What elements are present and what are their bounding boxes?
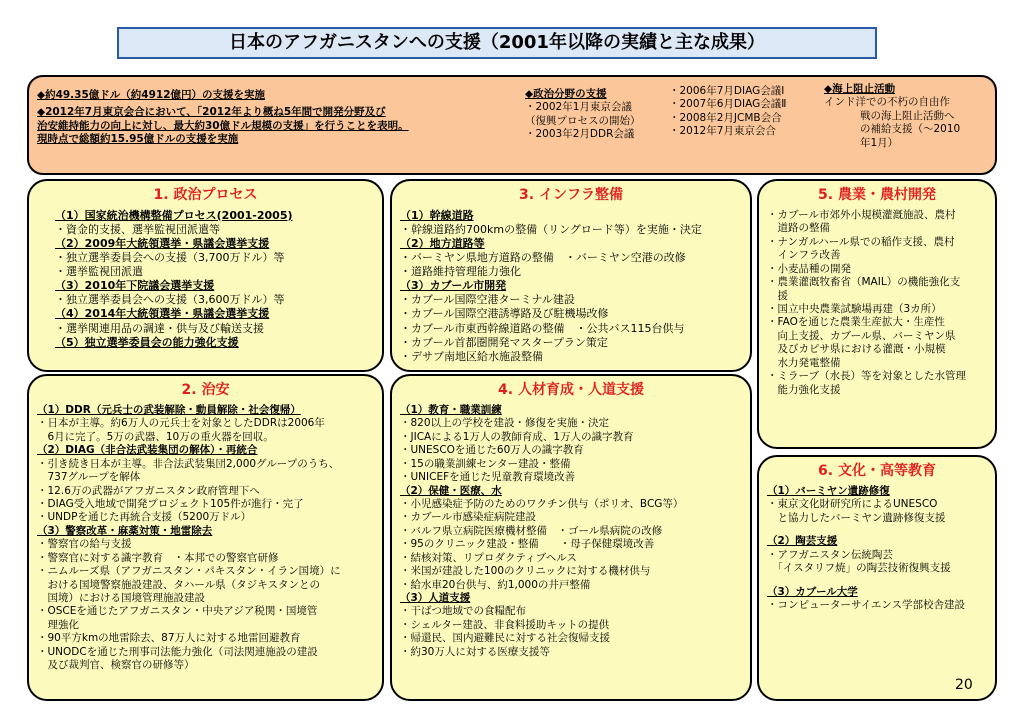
section-heading: （1）教育・職業訓練 bbox=[400, 403, 502, 416]
section-heading: （1）バーミヤン遺跡修復 bbox=[767, 484, 890, 497]
summary-line: ◆2012年7月東京会合において、「2012年より概ね5年間で開発分野及び bbox=[37, 106, 386, 119]
panel-human-resources-humanitarian bbox=[390, 374, 752, 701]
list-item: ・独立選挙委員会への支援（3,600万ドル）等 bbox=[55, 293, 285, 307]
list-item: ・シェルター建設、非食料援助キットの提供 bbox=[400, 618, 610, 631]
spacer bbox=[767, 576, 987, 586]
list-item: ・警察官に対する識字教育 ・本邦での警察官研修 bbox=[37, 551, 279, 564]
political-line: ・2003年2月DDR会議 bbox=[525, 128, 635, 141]
summary-line: ◆約49.35億ドル（約4912億円）の支援を実施 bbox=[37, 89, 266, 101]
list-item: 国境）における国境管理施設建設 bbox=[37, 592, 205, 605]
list-item: と協力したバーミヤン遺跡修復支援 bbox=[767, 511, 946, 524]
section-heading: （2）DIAG（非合法武装集団の解体）・再統合 bbox=[37, 444, 258, 457]
list-item: ・UNICEFを通じた児童教育環境改善 bbox=[400, 471, 576, 484]
list-item: ・米国が建設した100のクリニックに対する機材供与 bbox=[400, 565, 651, 578]
list-item: ・引き続き日本が主導。非合法武装集団2,000グループのうち、 bbox=[37, 457, 340, 470]
list-item: ・選挙関連用品の調達・供与及び輸送支援 bbox=[55, 321, 264, 335]
list-item: ・コンピューターサイエンス学部校舎建設 bbox=[767, 598, 966, 611]
meetings-block bbox=[669, 85, 814, 139]
panel-infrastructure bbox=[390, 179, 752, 372]
section-heading: （1）国家統治機構整備プロセス(2001-2005) bbox=[55, 208, 293, 222]
political-support-block bbox=[525, 88, 665, 142]
panel-title: 6. 文化・高等教育 bbox=[818, 463, 936, 479]
list-item: 737グループを解体 bbox=[37, 471, 141, 484]
list-item: ・カブール市感染症病院建設 bbox=[400, 511, 536, 524]
list-item: ・農業灌漑牧畜省（MAIL）の機能強化支 bbox=[767, 276, 961, 289]
list-item: 能力強化支援 bbox=[767, 383, 841, 396]
panel-title: 3. インフラ整備 bbox=[519, 187, 623, 203]
list-item: ・アフガニスタン伝統陶芸 bbox=[767, 548, 893, 561]
list-item: 及びカピサ県における灌漑・小規模 bbox=[767, 343, 946, 356]
list-item: ・ミラーブ（水長）等を対象とした水管理 bbox=[767, 370, 966, 383]
section-heading: （5）独立選挙委員会の能力強化支援 bbox=[55, 335, 239, 349]
meeting-line: ・2008年2月JCMB会合 bbox=[669, 111, 782, 124]
list-item: ・幹線道路約700kmの整備（リングロード等）を実施・決定 bbox=[400, 222, 702, 236]
summary-line: 治安維持能力の向上に対し、最大約30億ドル規模の支援」を行うことを表明。 bbox=[37, 119, 409, 132]
list-item: ・独立選挙委員会への支援（3,700万ドル）等 bbox=[55, 251, 285, 265]
panel-title: 4. 人材育成・人道支援 bbox=[498, 382, 644, 398]
section-heading: （3）カブール大学 bbox=[767, 585, 858, 598]
list-item: ・小麦品種の開発 bbox=[767, 262, 851, 275]
spacer bbox=[767, 525, 987, 535]
list-item: おける国境警察施設建設、タハール県（タジキスタンとの bbox=[37, 578, 320, 591]
maritime-line: 年1月） bbox=[860, 136, 899, 149]
section-heading: （2）陶芸支援 bbox=[767, 535, 838, 548]
section-heading: （3）カブール市開発 bbox=[400, 279, 507, 293]
maritime-line: インド洋での不朽の自由作 bbox=[824, 96, 950, 109]
list-item: ・カブール国際空港ターミナル建設 bbox=[400, 293, 575, 307]
list-item: ・選挙監視団派遣 bbox=[55, 265, 143, 279]
section-heading: （2）地方道路等 bbox=[400, 237, 485, 251]
panel-security bbox=[27, 374, 384, 701]
list-item: ・820以上の学校を建設・修復を実施・決定 bbox=[400, 417, 610, 430]
panel-title: 5. 農業・農村開発 bbox=[818, 187, 936, 203]
section-heading: （2）2009年大統領選挙・県議会選挙支援 bbox=[55, 237, 270, 251]
list-item: ・カブール市東西幹線道路の整備 ・公共バス115台供与 bbox=[400, 321, 685, 335]
panel-political-process bbox=[27, 179, 384, 372]
panel-culture-education bbox=[757, 455, 997, 701]
list-item: ・カブール市郊外小規模灌漑施設、農村 bbox=[767, 208, 956, 221]
list-item: ・バーミヤン県地方道路の整備 ・バーミヤン空港の改修 bbox=[400, 251, 686, 265]
summary-line: 現時点で総額約15.95億ドルの支援を実施 bbox=[37, 133, 239, 146]
list-item: 援 bbox=[767, 289, 788, 302]
list-item: ・干ばつ地域での食糧配布 bbox=[400, 605, 526, 618]
meeting-line: ・2012年7月東京会合 bbox=[669, 125, 776, 138]
section-heading: （1）幹線道路 bbox=[400, 208, 474, 222]
list-item: ・カブール首都圏開発マスタープラン策定 bbox=[400, 335, 608, 349]
panel-body bbox=[767, 209, 987, 397]
list-item: ・90平方kmの地雷除去、87万人に対する地雷回避教育 bbox=[37, 632, 301, 645]
list-item: ・デサブ南地区給水施設整備 bbox=[400, 349, 543, 363]
panel-body bbox=[400, 404, 742, 659]
list-item: ・ナンガルハール県での稲作支援、農村 bbox=[767, 235, 955, 248]
list-item: ・ニムルーズ県（アフガニスタン・パキスタン・イラン国境）に bbox=[37, 565, 341, 578]
list-item: ・バルフ県立病院医療機材整備 ・ゴール県病院の改修 bbox=[400, 524, 663, 537]
panel-body bbox=[400, 209, 742, 364]
section-heading: （4）2014年大統領選挙・県議会選挙支援 bbox=[55, 307, 270, 321]
list-item: ・JICAによる1万人の教師育成、1万人の識字教育 bbox=[400, 430, 634, 443]
list-item: ・帰還民、国内避難民に対する社会復帰支援 bbox=[400, 632, 610, 645]
list-item: ・給水車20台供与、約1,000の井戸整備 bbox=[400, 578, 591, 591]
list-item: ・小児感染症予防のためのワクチン供与（ポリオ、BCG等） bbox=[400, 497, 684, 510]
maritime-line: 戦の海上阻止活動へ bbox=[860, 109, 955, 122]
section-heading: （3）警察改革・麻薬対策・地雷除去 bbox=[37, 524, 213, 537]
page-number: 20 bbox=[955, 677, 973, 693]
list-item: ・東京文化財研究所によるUNESCO bbox=[767, 498, 938, 511]
panel-body bbox=[37, 209, 374, 350]
list-item: ・警察官の給与支援 bbox=[37, 538, 132, 551]
list-item: 向上支援、カブール県、バーミヤン県 bbox=[767, 329, 956, 342]
list-item: ・UNODCを通じた刑事司法能力強化（司法関連施設の建設 bbox=[37, 645, 318, 658]
list-item: ・結核対策、リプロダクティブヘルス bbox=[400, 551, 577, 564]
panel-body bbox=[767, 485, 987, 613]
list-item: ・DIAG受入地域で開発プロジェクト105件が進行・完了 bbox=[37, 497, 304, 510]
panel-title: 2. 治安 bbox=[181, 382, 230, 398]
list-item: ・15の職業訓練センター建設・整備 bbox=[400, 457, 571, 470]
list-item: 及び裁判官、検察官の研修等） bbox=[37, 659, 195, 672]
panel-title: 1. 政治プロセス bbox=[153, 187, 258, 203]
list-item: ・日本が主導。約6万人の元兵士を対象としたDDRは2006年 bbox=[37, 417, 325, 430]
page-title: 日本のアフガニスタンへの支援（2001年以降の実績と主な成果） bbox=[117, 27, 877, 59]
panel-body bbox=[37, 404, 374, 673]
meeting-line: ・2006年7月DIAG会議Ⅰ bbox=[669, 85, 785, 97]
section-heading: （1）DDR（元兵士の武装解除・動員解除・社会復帰） bbox=[37, 403, 301, 416]
political-line: ・2002年1月東京会議 bbox=[525, 101, 632, 114]
maritime-block bbox=[824, 83, 994, 150]
maritime-heading: ◆海上阻止活動 bbox=[824, 83, 896, 95]
section-heading: （3）人道支援 bbox=[400, 592, 471, 605]
list-item: ・約30万人に対する医療支援等 bbox=[400, 645, 550, 658]
list-item: ・UNDPを通じた再統合支援（5200万ドル） bbox=[37, 511, 252, 524]
meeting-line: ・2007年6月DIAG会議Ⅱ bbox=[669, 98, 787, 111]
political-heading: ◆政治分野の支援 bbox=[525, 88, 607, 100]
list-item: ・95のクリニック建設・整備 ・母子保健環境改善 bbox=[400, 538, 655, 551]
list-item: 理強化 bbox=[37, 618, 79, 631]
list-item: ・資金的支援、選挙監視団派遣等 bbox=[55, 222, 220, 236]
list-item: インフラ改善 bbox=[767, 249, 841, 262]
list-item: 「イスタリフ焼」の陶芸技術復興支援 bbox=[767, 562, 951, 575]
list-item: ・道路維持管理能力強化 bbox=[400, 265, 521, 279]
list-item: 道路の整備 bbox=[767, 222, 830, 235]
list-item: ・12.6万の武器がアフガニスタン政府管理下へ bbox=[37, 484, 260, 497]
panel-agriculture bbox=[757, 179, 997, 449]
section-heading: （2）保健・医療、水 bbox=[400, 484, 502, 497]
summary-left bbox=[37, 89, 542, 147]
list-item: ・UNESCOを通じた60万人の識字教育 bbox=[400, 444, 584, 457]
list-item: ・FAOを通じた農業生産拡大・生産性 bbox=[767, 316, 945, 329]
list-item: 水力発電整備 bbox=[767, 356, 841, 369]
summary-box bbox=[27, 75, 997, 175]
political-line: （復興プロセスの開始） bbox=[525, 114, 641, 127]
list-item: ・カブール国際空港誘導路及び駐機場改修 bbox=[400, 307, 609, 321]
list-item: ・国立中央農業試験場再建（3カ所） bbox=[767, 302, 942, 315]
section-heading: （3）2010年下院議会選挙支援 bbox=[55, 279, 215, 293]
list-item: ・OSCEを通じたアフガニスタン・中央アジア税関・国境管 bbox=[37, 605, 318, 618]
maritime-line: の補給支援（～2010 bbox=[860, 123, 961, 136]
list-item: 6月に完了。5万の武器、10万の重火器を回収。 bbox=[37, 430, 274, 443]
